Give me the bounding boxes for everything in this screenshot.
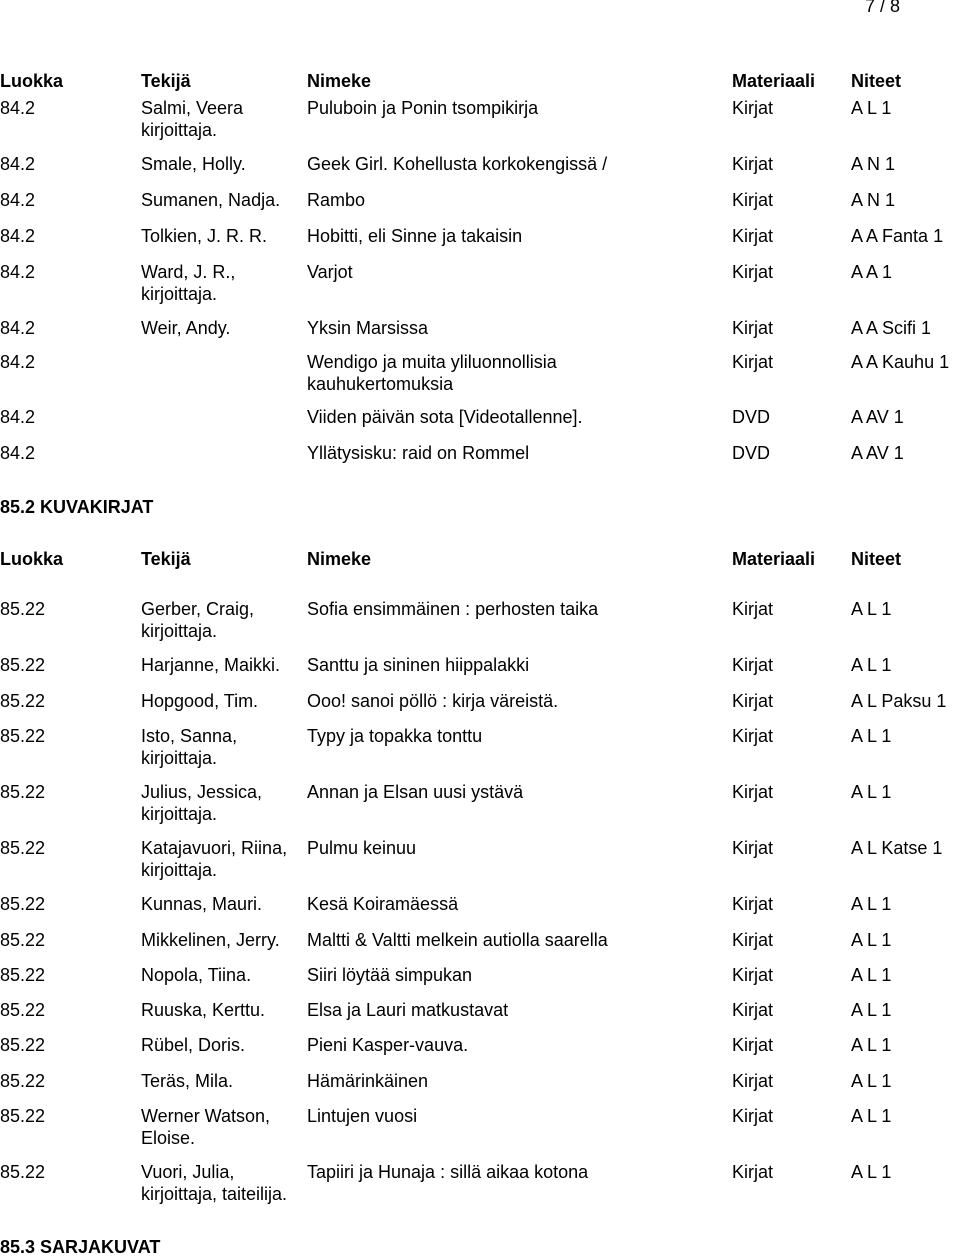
cell-materiaali: Kirjat [732, 352, 774, 372]
header-luokka: Luokka [0, 549, 64, 569]
cell-luokka: 84.2 [0, 407, 36, 427]
cell-nimeke-line: Elsa ja Lauri matkustavat [307, 1000, 509, 1020]
cell-luokka: 85.22 [0, 726, 46, 746]
cell-tekija [141, 317, 230, 339]
cell-luokka: 84.2 [0, 226, 36, 246]
cell-nimeke-line: Yksin Marsissa [307, 318, 429, 338]
cell-niteet: A N 1 [851, 190, 896, 210]
cell-nimeke [307, 442, 529, 464]
cell-tekija-line: Isto, Sanna, [141, 726, 238, 746]
header-tekija: Tekijä [141, 71, 191, 91]
cell-materiaali: Kirjat [732, 1035, 774, 1055]
cell-nimeke [307, 929, 608, 951]
cell-tekija [141, 964, 251, 986]
cell-materiaali: Kirjat [732, 1162, 774, 1182]
header-tekija: Tekijä [141, 549, 191, 569]
section-title-85-3: 85.3 SARJAKUVAT [0, 1237, 161, 1257]
cell-niteet: A A 1 [851, 262, 893, 282]
cell-niteet: A L Katse 1 [851, 838, 943, 858]
header-niteet: Niteet [851, 71, 902, 91]
cell-nimeke [307, 690, 558, 712]
cell-materiaali: Kirjat [732, 930, 774, 950]
cell-niteet: A L 1 [851, 1035, 892, 1055]
cell-materiaali: Kirjat [732, 726, 774, 746]
cell-nimeke [307, 1105, 417, 1127]
cell-nimeke-line: Varjot [307, 262, 353, 282]
cell-tekija [141, 999, 265, 1021]
cell-nimeke [307, 97, 538, 119]
cell-luokka: 85.22 [0, 894, 46, 914]
cell-materiaali: Kirjat [732, 262, 774, 282]
cell-nimeke-line: Pieni Kasper-vauva. [307, 1035, 469, 1055]
section-title-85-2: 85.2 KUVAKIRJAT [0, 497, 154, 517]
cell-nimeke [307, 837, 416, 859]
cell-materiaali: Kirjat [732, 154, 774, 174]
cell-nimeke-line: Wendigo ja muita yliluonnollisia [307, 352, 557, 372]
cell-niteet: A L 1 [851, 726, 892, 746]
header-niteet: Niteet [851, 549, 902, 569]
cell-luokka: 85.22 [0, 838, 46, 858]
cell-tekija [141, 598, 254, 642]
cell-tekija-line: Katajavuori, Riina, [141, 838, 288, 858]
cell-materiaali: Kirjat [732, 655, 774, 675]
cell-tekija-line: Mikkelinen, Jerry. [141, 930, 280, 950]
cell-nimeke [307, 1034, 468, 1056]
cell-nimeke [307, 598, 598, 620]
cell-niteet: A A Kauhu 1 [851, 352, 950, 372]
cell-tekija [141, 654, 280, 676]
cell-nimeke-line: Sofia ensimmäinen : perhosten taika [307, 599, 599, 619]
cell-tekija-line: Kunnas, Mauri. [141, 894, 263, 914]
cell-materiaali: Kirjat [732, 1106, 774, 1126]
cell-tekija-line: kirjoittaja. [141, 284, 218, 304]
cell-materiaali: Kirjat [732, 1071, 774, 1091]
cell-luokka: 85.22 [0, 930, 46, 950]
cell-niteet: A N 1 [851, 154, 896, 174]
cell-luokka: 85.22 [0, 1000, 46, 1020]
cell-tekija-line: Smale, Holly. [141, 154, 246, 174]
page-number: 7 / 8 [864, 0, 900, 16]
header-luokka: Luokka [0, 71, 64, 91]
cell-tekija-line: Hopgood, Tim. [141, 691, 259, 711]
cell-niteet: A AV 1 [851, 443, 904, 463]
cell-nimeke-line: Puluboin ja Ponin tsompikirja [307, 98, 539, 118]
cell-nimeke-line: Lintujen vuosi [307, 1106, 418, 1126]
cell-nimeke [307, 1070, 428, 1092]
cell-niteet: A L 1 [851, 1106, 892, 1126]
cell-tekija-line: Rübel, Doris. [141, 1035, 246, 1055]
cell-tekija-line: kirjoittaja. [141, 804, 218, 824]
cell-luokka: 84.2 [0, 154, 36, 174]
cell-tekija-line: Harjanne, Maikki. [141, 655, 281, 675]
cell-tekija [141, 725, 237, 769]
cell-nimeke-line: Annan ja Elsan uusi ystävä [307, 782, 524, 802]
cell-luokka: 85.22 [0, 599, 46, 619]
cell-niteet: A AV 1 [851, 407, 904, 427]
cell-niteet: A L 1 [851, 1071, 892, 1091]
column-header-85 [0, 548, 960, 572]
cell-materiaali: Kirjat [732, 691, 774, 711]
cell-nimeke [307, 261, 353, 283]
cell-nimeke [307, 351, 557, 395]
cell-tekija-line: kirjoittaja. [141, 120, 218, 140]
cell-luokka: 84.2 [0, 98, 36, 118]
cell-nimeke [307, 725, 482, 747]
cell-tekija [141, 225, 267, 247]
cell-luokka: 85.22 [0, 965, 46, 985]
cell-tekija [141, 97, 243, 141]
cell-luokka: 85.22 [0, 782, 46, 802]
cell-luokka: 84.2 [0, 352, 36, 372]
cell-tekija-line: Teräs, Mila. [141, 1071, 234, 1091]
cell-tekija-line: kirjoittaja. [141, 621, 218, 641]
cell-materiaali: Kirjat [732, 226, 774, 246]
cell-niteet: A L 1 [851, 599, 892, 619]
cell-niteet: A L 1 [851, 1162, 892, 1182]
cell-luokka: 85.22 [0, 1106, 46, 1126]
cell-nimeke-line: Maltti & Valtti melkein autiolla saarella [307, 930, 608, 950]
header-nimeke: Nimeke [307, 71, 372, 91]
header-materiaali: Materiaali [732, 71, 816, 91]
cell-niteet: A L 1 [851, 1000, 892, 1020]
cell-niteet: A L 1 [851, 98, 892, 118]
cell-niteet: A L 1 [851, 655, 892, 675]
cell-luokka: 84.2 [0, 262, 36, 282]
cell-luokka: 85.22 [0, 691, 46, 711]
cell-tekija [141, 1070, 233, 1092]
cell-tekija-line: Ward, J. R., [141, 262, 236, 282]
cell-nimeke-line: Rambo [307, 190, 366, 210]
cell-tekija-line: Nopola, Tiina. [141, 965, 252, 985]
cell-luokka: 84.2 [0, 443, 36, 463]
cell-niteet: A L 1 [851, 782, 892, 802]
cell-tekija [141, 781, 262, 825]
cell-nimeke [307, 153, 607, 175]
cell-nimeke-line: Hobitti, eli Sinne ja takaisin [307, 226, 523, 246]
cell-materiaali: Kirjat [732, 318, 774, 338]
cell-materiaali: Kirjat [732, 782, 774, 802]
cell-materiaali: DVD [732, 443, 771, 463]
cell-tekija-line: kirjoittaja. [141, 860, 218, 880]
cell-tekija [141, 153, 246, 175]
cell-niteet: A A Fanta 1 [851, 226, 944, 246]
cell-nimeke [307, 999, 508, 1021]
cell-tekija [141, 929, 280, 951]
cell-materiaali: Kirjat [732, 894, 774, 914]
cell-nimeke-line: Typy ja topakka tonttu [307, 726, 483, 746]
cell-tekija-line: Vuori, Julia, [141, 1162, 235, 1182]
cell-tekija-line: Werner Watson, [141, 1106, 271, 1126]
cell-tekija-line: Sumanen, Nadja. [141, 190, 281, 210]
cell-tekija [141, 1161, 287, 1205]
cell-nimeke [307, 1161, 588, 1183]
cell-nimeke-line: Viiden päivän sota [Videotallenne]. [307, 407, 583, 427]
cell-nimeke-line: Ooo! sanoi pöllö : kirja väreistä. [307, 691, 559, 711]
cell-materiaali: Kirjat [732, 599, 774, 619]
cell-tekija-line: kirjoittaja. [141, 748, 218, 768]
cell-materiaali: Kirjat [732, 965, 774, 985]
cell-tekija [141, 893, 262, 915]
cell-tekija-line: Julius, Jessica, [141, 782, 263, 802]
cell-materiaali: Kirjat [732, 838, 774, 858]
cell-tekija [141, 261, 235, 305]
cell-tekija [141, 837, 287, 881]
cell-nimeke [307, 225, 522, 247]
cell-tekija-line: Weir, Andy. [141, 318, 231, 338]
cell-nimeke [307, 317, 428, 339]
cell-luokka: 84.2 [0, 190, 36, 210]
cell-nimeke-line: Hämärinkäinen [307, 1071, 429, 1091]
cell-luokka: 85.22 [0, 1035, 46, 1055]
cell-tekija-line: Tolkien, J. R. R. [141, 226, 268, 246]
cell-nimeke [307, 781, 523, 803]
cell-tekija-line: Ruuska, Kerttu. [141, 1000, 266, 1020]
cell-niteet: A L Paksu 1 [851, 691, 947, 711]
cell-tekija [141, 1034, 245, 1056]
cell-niteet: A L 1 [851, 965, 892, 985]
cell-niteet: A L 1 [851, 930, 892, 950]
cell-niteet: A L 1 [851, 894, 892, 914]
cell-luokka: 84.2 [0, 318, 36, 338]
cell-nimeke-line: Tapiiri ja Hunaja : sillä aikaa kotona [307, 1162, 589, 1182]
cell-nimeke-line: Siiri löytää simpukan [307, 965, 473, 985]
cell-nimeke-line: Yllätysisku: raid on Rommel [307, 443, 530, 463]
cell-nimeke [307, 189, 365, 211]
cell-nimeke [307, 893, 458, 915]
cell-tekija-line: Salmi, Veera [141, 98, 244, 118]
cell-niteet: A A Scifi 1 [851, 318, 932, 338]
cell-tekija-line: kirjoittaja, taiteilija. [141, 1184, 288, 1204]
cell-nimeke-line: Santtu ja sininen hiippalakki [307, 655, 530, 675]
cell-tekija [141, 690, 258, 712]
cell-materiaali: Kirjat [732, 1000, 774, 1020]
cell-tekija-line: Eloise. [141, 1128, 196, 1148]
cell-materiaali: Kirjat [732, 98, 774, 118]
cell-nimeke-line: Kesä Koiramäessä [307, 894, 459, 914]
cell-materiaali: DVD [732, 407, 771, 427]
cell-luokka: 85.22 [0, 655, 46, 675]
cell-nimeke [307, 654, 529, 676]
cell-nimeke-line: Pulmu keinuu [307, 838, 417, 858]
header-nimeke: Nimeke [307, 549, 372, 569]
cell-tekija [141, 189, 280, 211]
cell-luokka: 85.22 [0, 1162, 46, 1182]
cell-tekija [141, 1105, 270, 1149]
cell-nimeke [307, 964, 472, 986]
cell-tekija-line: Gerber, Craig, [141, 599, 255, 619]
cell-materiaali: Kirjat [732, 190, 774, 210]
cell-luokka: 85.22 [0, 1071, 46, 1091]
cell-nimeke-line: Geek Girl. Kohellusta korkokengissä / [307, 154, 608, 174]
header-materiaali: Materiaali [732, 549, 816, 569]
cell-nimeke [307, 406, 583, 428]
column-header-84 [0, 70, 960, 94]
cell-nimeke-line: kauhukertomuksia [307, 374, 454, 394]
